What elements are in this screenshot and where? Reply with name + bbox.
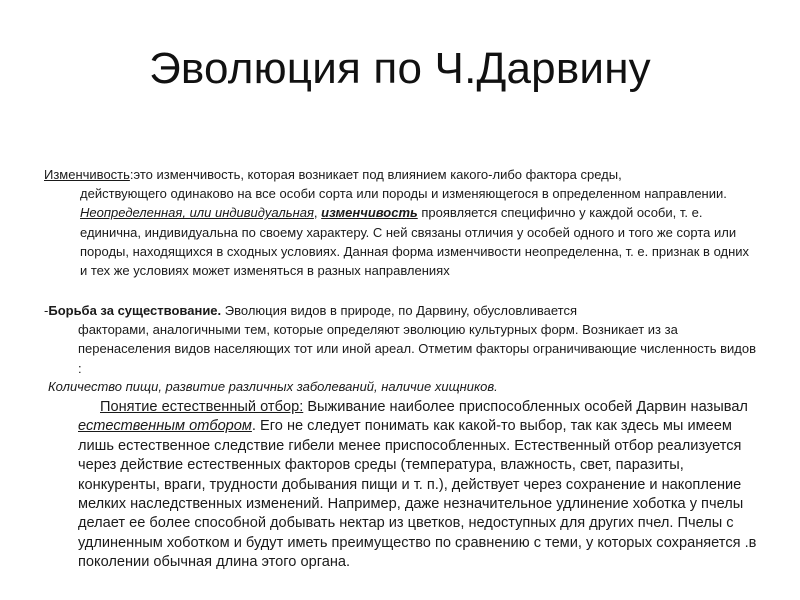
natural-selection-paragraph	[78, 398, 758, 573]
natural-selection-text-2: . Его не следует понимать как какой-то выбор, так как здесь мы имеем лишь естественное следствие гибели менее приспособленных. Естественный отбор реализуется через действие естественных факторов среды (температура, влажность, свет, паразиты, конкуренты, враги, трудности добывания пищи и т. п.), действует через сохранение и накопление мелких наследственных изменений. Например, даже незначительное удлинение хоботка у пчелы делает ее более способной добывать нектар из цветков, недоступных для других пчел. Пчелы с удлиненным хоботком и будут иметь преимущество по сравнению с теми, у которых сохраняется .в поколении обычная длина этого органа.	[78, 418, 757, 571]
struggle-lead-line	[44, 303, 577, 318]
variability-body-text: действующего одинаково на все особи сорта или породы и изменяющегося в определенном направлении.	[80, 186, 727, 202]
variability-body	[44, 184, 756, 280]
page-title: Эволюция по Ч.Дарвину	[149, 44, 651, 93]
variability-body-text-2: проявляется специфично у каждой особи, т. е. единична, индивидуальна по своему характеру. С ней связаны отличия у особей одного и того же сорта или породы, находящихся в сходных условиях. Данная форма изменчивости неопределенна, т. е. признак в одних и тех же условиях может изменяться в разных направлениях	[80, 205, 750, 279]
struggle-lead-text: Эволюция видов в природе, по Дарвину, обусловливается	[221, 303, 577, 318]
variability-term: Изменчивость	[44, 167, 130, 182]
variability-paragraph	[44, 165, 756, 280]
variability-term-2: изменчивость	[321, 205, 418, 221]
indefinite-variability-term: Неопределенная, или индивидуальная	[80, 205, 314, 221]
natural-selection-term-2: естественным отбором	[78, 418, 252, 435]
limiting-factors-line: Количество пищи, развитие различных заболеваний, наличие хищников.	[48, 379, 498, 394]
variability-lead-line	[44, 165, 756, 184]
natural-selection-term: Понятие естественный отбор:	[100, 399, 304, 415]
struggle-prefix: -	[44, 303, 49, 318]
struggle-paragraph	[44, 301, 756, 378]
variability-separator: ,	[313, 205, 322, 221]
natural-selection-text-1: Выживание наиболее приспособленных особей Дарвин называл	[303, 399, 748, 415]
struggle-term: Борьба за существование.	[48, 303, 222, 318]
variability-lead-text: :это изменчивость, которая возникает под влиянием какого-либо фактора среды,	[129, 167, 622, 182]
natural-selection-indent	[78, 399, 100, 415]
struggle-body: факторами, аналогичными тем, которые определяют эволюцию культурных форм. Возникает из за перенаселения видов населяющих тот или иной ареал. Отметим факторы ограничивающие численность видов :	[78, 322, 756, 376]
